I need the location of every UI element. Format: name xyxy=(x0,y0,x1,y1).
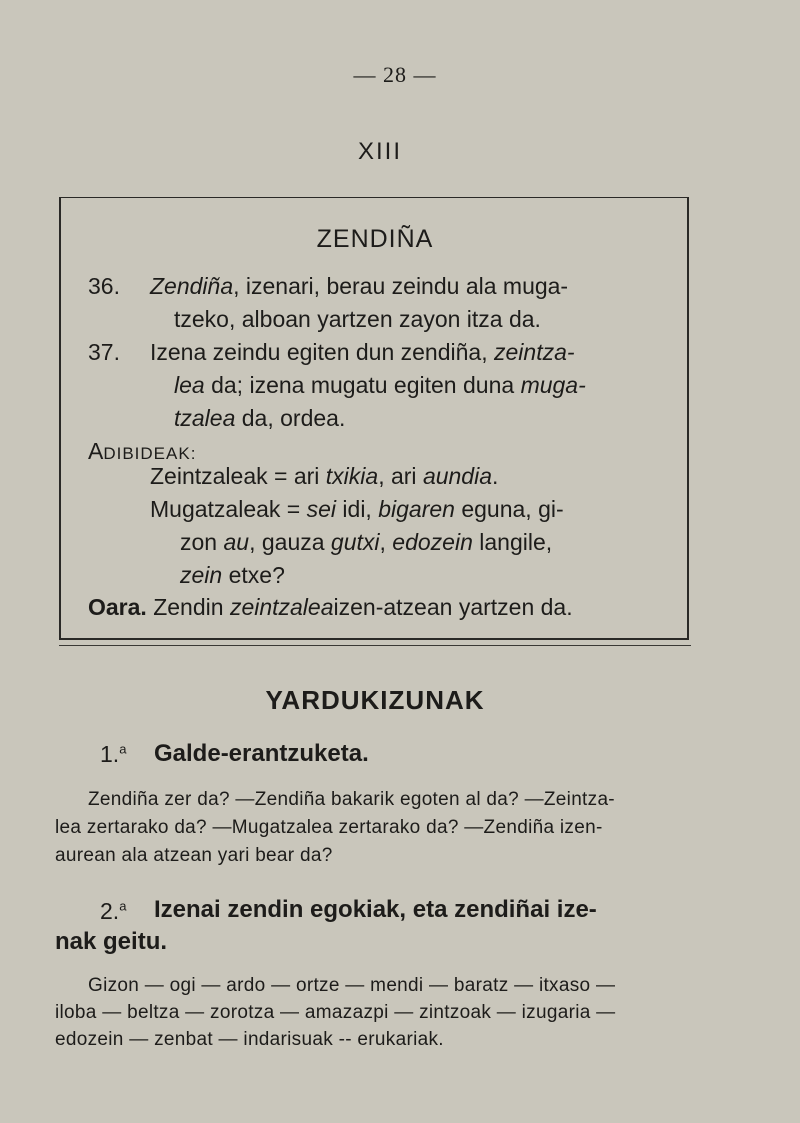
item-number-37: 37. xyxy=(88,339,120,365)
exercise-1-line-1: Zendiña zer da? —Zendiña bakarik egoten al da? —Zeintza- xyxy=(88,789,615,810)
box-bottom-rule xyxy=(59,645,691,646)
exercise-1-line-3: aurean ala atzean yari bear da? xyxy=(55,845,333,866)
examples-label: ADIBIDEAK: xyxy=(88,438,197,464)
exercise-2-number: 2.$^a$ xyxy=(100,898,127,924)
box-title: ZENDIÑA xyxy=(316,225,434,253)
exercises-title: YARDUKIZUNAK xyxy=(265,685,485,715)
note-label: Oara. xyxy=(88,594,147,620)
exercise-1-title: Galde-erantzuketa. xyxy=(154,740,369,767)
note-line: Oara. Zendin zeintzaleaizen-atzean yartzen da. xyxy=(88,594,573,620)
item-37-line-1: Izena zeindu egiten dun zendiña, zeintza- xyxy=(150,339,575,365)
mugatzaleak-line-1: Mugatzaleak = sei idi, bigaren eguna, gi- xyxy=(150,496,564,522)
zeintzaleak-line: Zeintzaleak = ari txikia, ari aundia. xyxy=(150,463,499,489)
exercise-1-number: 1.$^a$ xyxy=(100,741,127,767)
mugatzaleak-line-3: zein etxe? xyxy=(180,562,285,588)
exercise-2-line-3: edozein — zenbat — indarisuak -- erukariak. xyxy=(55,1029,444,1050)
exercise-2-title-line-1: Izenai zendin egokiak, eta zendiñai ize- xyxy=(154,896,597,923)
exercise-2-title-line-2: nak geitu. xyxy=(55,928,168,955)
exercise-1-line-2: lea zertarako da? —Mugatzalea zertarako da? —Zendiña izen- xyxy=(55,817,603,838)
term-zendina: Zendiña xyxy=(150,273,234,299)
item-36-line-2: tzeko, alboan yartzen zayon itza da. xyxy=(174,306,541,332)
exercise-2-line-2: iloba — beltza — zorotza — amazazpi — zintzoak — izugaria — xyxy=(55,1002,616,1023)
item-37-line-2: lea da; izena mugatu egiten duna muga- xyxy=(174,372,586,398)
definition-box xyxy=(59,197,689,640)
item-36-line-1: Zendiña, izenari, berau zeindu ala muga- xyxy=(150,273,569,299)
item-37-line-3: tzalea da, ordea. xyxy=(174,405,346,431)
mugatzaleak-line-2: zon au, gauza gutxi, edozein langile, xyxy=(180,529,553,555)
page-number: — 28 — xyxy=(353,62,437,87)
exercise-2-line-1: Gizon — ogi — ardo — ortze — mendi — baratz — itxaso — xyxy=(88,975,616,996)
chapter-heading: XIII xyxy=(357,138,402,165)
item-number-36: 36. xyxy=(88,273,120,299)
